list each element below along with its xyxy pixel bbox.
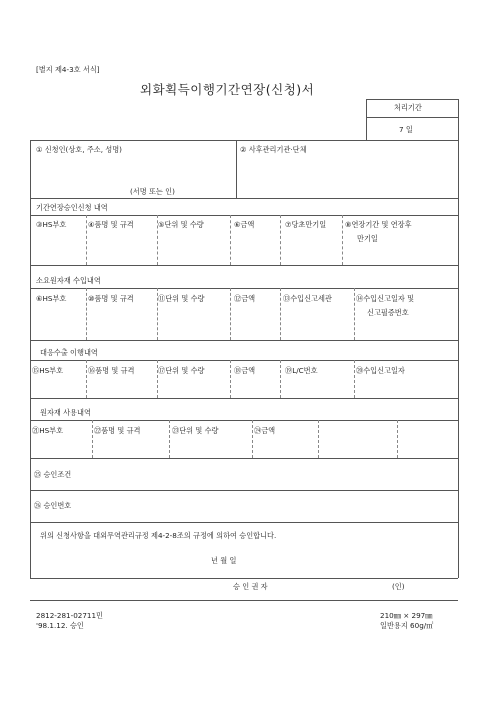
col-amount: ⑥금액 — [234, 220, 255, 229]
approval-number: ㉖ 승인번호 — [34, 501, 72, 510]
section-materials-use: 원자재 사용내역 — [40, 408, 91, 417]
applicant-label: ① 신청인(상호, 주소, 성명) — [36, 145, 122, 154]
section-export: 대응수출 이행내역 — [40, 348, 98, 357]
col-hs-code: ㉑HS부호 — [32, 426, 64, 435]
col-customs: ⑬수입신고세관 — [283, 294, 332, 303]
approval-condition: ㉕ 승인조건 — [34, 470, 72, 479]
col-extension-period: ⑧연장기간 및 연장후 — [345, 220, 412, 229]
col-hs-code: ⑮HS부호 — [32, 366, 64, 375]
aftercare-label: ② 사후관리기관·단체 — [240, 145, 307, 154]
processing-label: 처리기간 — [394, 103, 422, 112]
date-line: 년 월 일 — [211, 556, 237, 565]
col-item-spec: ㉒품명 및 규격 — [94, 426, 141, 435]
col-item-spec: ⑯품명 및 규격 — [88, 366, 135, 375]
col-hs-code: ⑥HS부호 — [36, 294, 67, 303]
col-unit-qty: ㉓단위 및 수량 — [172, 426, 219, 435]
section-extension: 기간연장승인신청 내역 — [36, 203, 108, 212]
form-id: [별지 제4-3호 서식] — [36, 65, 100, 74]
col-unit-qty: ⑤단위 및 수량 — [158, 220, 204, 229]
col-unit-qty: ⑪단위 및 수량 — [158, 294, 205, 303]
col-item-spec: ④품명 및 규격 — [88, 220, 134, 229]
section-materials-import: 소요원자재 수입내역 — [36, 276, 101, 285]
footer-paper-size: 210㎜ × 297㎜ — [380, 611, 433, 620]
footer-paper-type: 일반용지 60g/㎡ — [380, 621, 434, 630]
col-amount: ㉔금액 — [254, 426, 276, 435]
page-title: 외화획득이행기간연장(신청)서 — [140, 82, 315, 97]
col-import-date: ⑳수입신고일자 — [356, 366, 405, 375]
col-import-date-2: 신고필증번호 — [367, 308, 409, 317]
approval-statement: 위의 신청사항을 대외무역관리규정 제4-2-8조의 규정에 의하여 승인합니다. — [40, 531, 277, 540]
col-original-due: ⑦당초만기일 — [285, 220, 327, 229]
approver-label: 승 인 권 자 — [233, 582, 268, 591]
footer-code: 2812-281-02711민 — [36, 611, 104, 620]
col-import-date: ⑭수입신고일자 및 — [356, 294, 415, 303]
col-amount: ⑫금액 — [234, 294, 256, 303]
col-item-spec: ⑩품명 및 규격 — [88, 294, 134, 303]
footer-approval-date: '98.1.12. 승인 — [36, 621, 84, 630]
col-lc-number: ⑲L/C번호 — [285, 366, 318, 375]
approver-seal: (인) — [392, 582, 405, 591]
col-hs-code: ③HS부호 — [36, 220, 67, 229]
processing-value: 7 일 — [399, 125, 413, 134]
signature-note: (서명 또는 인) — [130, 187, 175, 196]
col-amount: ⑱금액 — [234, 366, 256, 375]
col-unit-qty: ⑰단위 및 수량 — [158, 366, 205, 375]
col-extension-period-2: 만기일 — [357, 234, 378, 243]
